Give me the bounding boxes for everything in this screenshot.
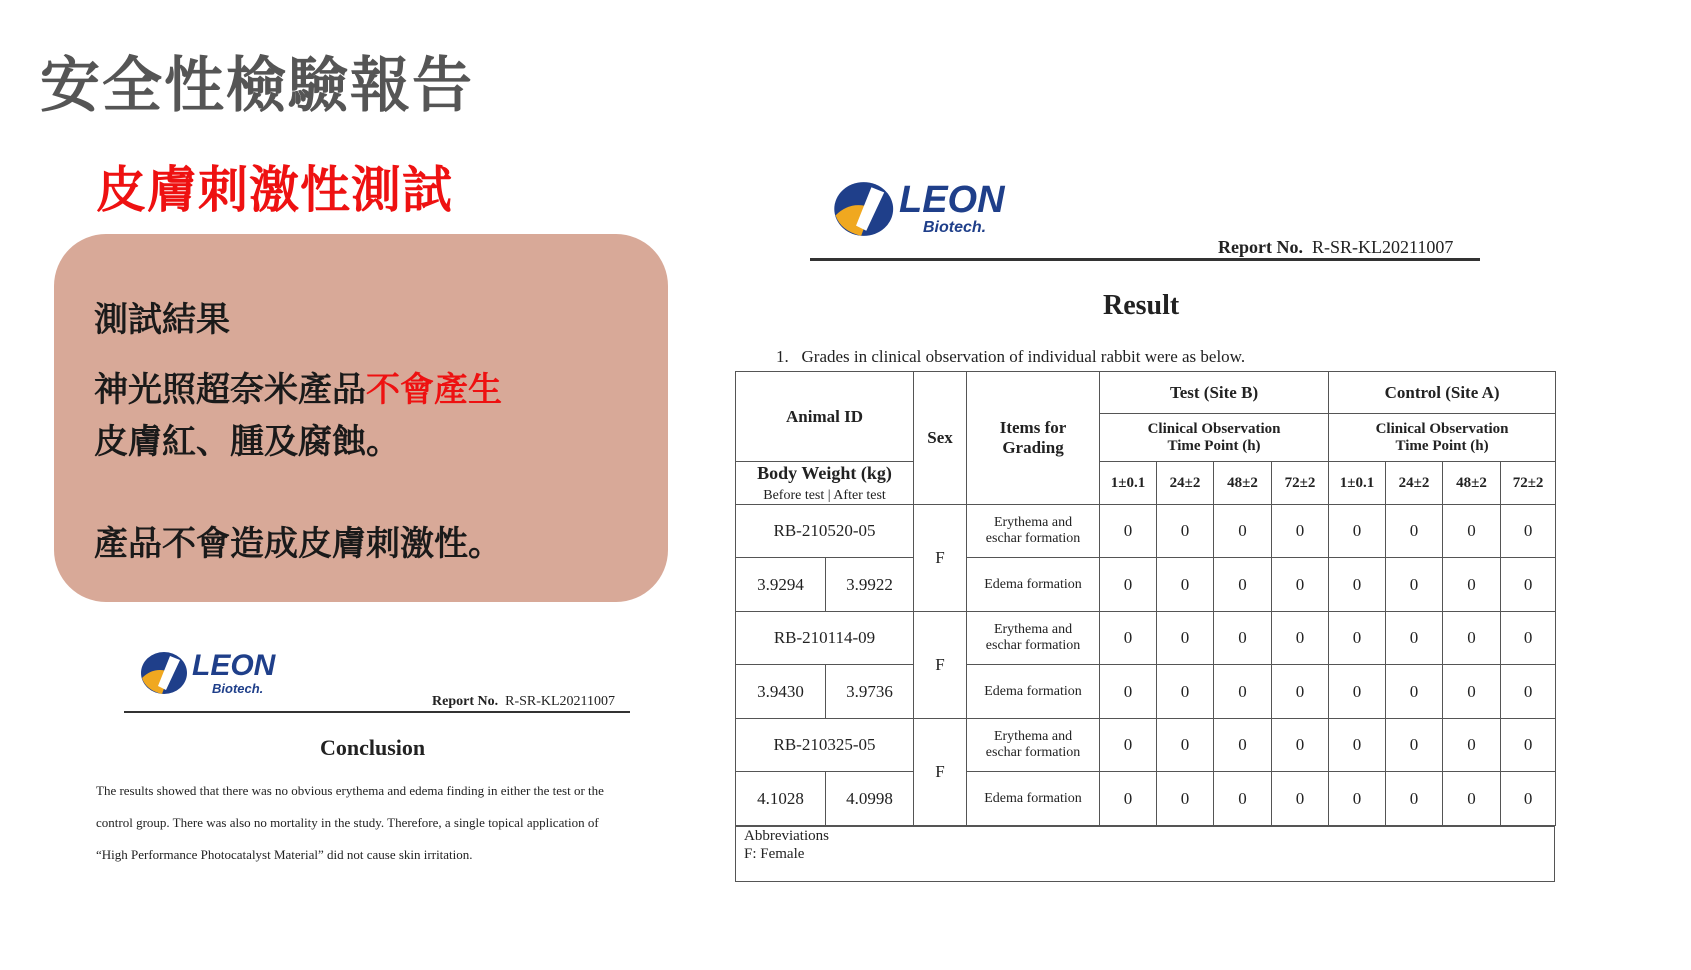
item-erythema-line-2: eschar formation xyxy=(985,745,1081,760)
score-cell: 0 xyxy=(1100,612,1157,665)
score-cell: 0 xyxy=(1272,772,1329,826)
weight-before: 3.9430 xyxy=(736,665,826,719)
slide-title: 安全性檢驗報告 xyxy=(40,51,474,121)
score-cell: 0 xyxy=(1272,665,1329,719)
score-cell: 0 xyxy=(1100,505,1157,558)
weight-before: 4.1028 xyxy=(736,772,826,826)
score-cell: 0 xyxy=(1386,772,1443,826)
score-cell: 0 xyxy=(1329,558,1386,612)
score-cell: 0 xyxy=(1329,612,1386,665)
item-edema: Edema formation xyxy=(967,665,1100,719)
score-cell: 0 xyxy=(1501,558,1556,612)
table-row xyxy=(736,772,1556,826)
score-cell: 0 xyxy=(1501,665,1556,719)
score-cell: 0 xyxy=(1329,505,1386,558)
item-erythema xyxy=(967,612,1100,665)
score-cell: 0 xyxy=(1272,558,1329,612)
score-cell: 0 xyxy=(1272,612,1329,665)
score-cell: 0 xyxy=(1386,505,1443,558)
weight-after: 3.9736 xyxy=(826,665,914,719)
item-erythema-line-1: Erythema and xyxy=(993,622,1073,637)
abbreviations-box xyxy=(735,826,1555,882)
score-cell: 0 xyxy=(1157,612,1214,665)
table-row xyxy=(736,665,1556,719)
conclusion-logo-text: LEON xyxy=(192,648,276,682)
result-logo xyxy=(833,179,1005,239)
test-observation-line-1: Clinical Observation xyxy=(1147,420,1281,437)
abbreviation-female: F: Female xyxy=(744,846,805,862)
table-row xyxy=(736,505,1556,558)
score-cell: 0 xyxy=(1157,505,1214,558)
slide-subtitle: 皮膚刺激性測試 xyxy=(96,161,453,219)
score-cell: 0 xyxy=(1386,719,1443,772)
abbreviations-title: Abbreviations xyxy=(744,828,829,844)
body-weight-sub: Before test | After test xyxy=(763,487,886,503)
item-erythema xyxy=(967,719,1100,772)
animal-sex: F xyxy=(914,505,967,612)
header-control-observation xyxy=(1329,414,1556,462)
score-cell: 0 xyxy=(1329,719,1386,772)
animal-id: RB-210325-05 xyxy=(736,719,914,772)
score-cell: 0 xyxy=(1100,772,1157,826)
score-cell: 0 xyxy=(1214,665,1272,719)
item-edema: Edema formation xyxy=(967,772,1100,826)
score-cell: 0 xyxy=(1214,505,1272,558)
result-report-label: Report No. xyxy=(1218,237,1303,257)
score-cell: 0 xyxy=(1157,665,1214,719)
result-logo-sub: Biotech. xyxy=(923,219,987,236)
score-cell: 0 xyxy=(1443,505,1501,558)
score-cell: 0 xyxy=(1214,772,1272,826)
header-items xyxy=(967,372,1100,505)
conclusion-heading: Conclusion xyxy=(320,735,426,760)
conclusion-header-rule xyxy=(124,711,630,713)
header-body-weight xyxy=(736,462,914,505)
result-report-value: R-SR-KL20211007 xyxy=(1311,237,1454,257)
header-test-observation xyxy=(1100,414,1329,462)
score-cell: 0 xyxy=(1501,719,1556,772)
item-erythema-line-1: Erythema and xyxy=(993,729,1073,744)
test-time-2: 24±2 xyxy=(1157,462,1214,505)
conclusion-text-line-2: control group. There was also no mortality in the study. Therefore, a single topical application of xyxy=(96,815,599,830)
header-test-group: Test (Site B) xyxy=(1100,372,1329,414)
header-items-line-2: Grading xyxy=(1002,438,1064,457)
score-cell: 0 xyxy=(1386,612,1443,665)
summary-line-2: 皮膚紅、腫及腐蝕。 xyxy=(94,422,400,462)
score-cell: 0 xyxy=(1272,719,1329,772)
score-cell: 0 xyxy=(1100,719,1157,772)
conclusion-text-line-1: The results showed that there was no obvious erythema and edema finding in either the test or the xyxy=(96,783,604,798)
score-cell: 0 xyxy=(1329,665,1386,719)
score-cell: 0 xyxy=(1214,558,1272,612)
leon-logo-icon xyxy=(833,179,897,239)
test-observation-line-2: Time Point (h) xyxy=(1167,437,1261,454)
score-cell: 0 xyxy=(1443,558,1501,612)
conclusion-text-line-3: “High Performance Photocatalyst Material” did not cause skin irritation. xyxy=(96,847,473,862)
animal-id: RB-210114-09 xyxy=(736,612,914,665)
score-cell: 0 xyxy=(1272,505,1329,558)
control-time-2: 24±2 xyxy=(1386,462,1443,505)
summary-line-1-highlight: 不會產生 xyxy=(366,370,502,410)
summary-line-3: 產品不會造成皮膚刺激性。 xyxy=(94,524,502,564)
score-cell: 0 xyxy=(1100,558,1157,612)
conclusion-logo-sub: Biotech. xyxy=(212,680,264,696)
score-cell: 0 xyxy=(1157,719,1214,772)
header-items-line-1: Items for xyxy=(999,418,1067,437)
weight-before: 3.9294 xyxy=(736,558,826,612)
score-cell: 0 xyxy=(1501,612,1556,665)
control-time-1: 1±0.1 xyxy=(1329,462,1386,505)
score-cell: 0 xyxy=(1443,772,1501,826)
score-cell: 0 xyxy=(1501,505,1556,558)
control-time-3: 48±2 xyxy=(1443,462,1501,505)
header-animal-id: Animal ID xyxy=(736,372,914,462)
score-cell: 0 xyxy=(1443,719,1501,772)
result-logo-text: LEON xyxy=(899,179,1005,221)
result-report-number xyxy=(1218,237,1453,258)
conclusion-logo xyxy=(140,650,275,696)
table-row xyxy=(736,719,1556,772)
result-heading: Result xyxy=(1103,290,1180,321)
score-cell: 0 xyxy=(1157,772,1214,826)
item-erythema-line-2: eschar formation xyxy=(985,638,1081,653)
animal-id: RB-210520-05 xyxy=(736,505,914,558)
header-sex: Sex xyxy=(914,372,967,505)
weight-after: 4.0998 xyxy=(826,772,914,826)
summary-heading: 測試結果 xyxy=(94,300,230,340)
score-cell: 0 xyxy=(1443,612,1501,665)
leon-logo-icon xyxy=(140,650,190,696)
result-table xyxy=(735,371,1556,826)
score-cell: 0 xyxy=(1329,772,1386,826)
conclusion-report-number xyxy=(432,694,615,710)
weight-after: 3.9922 xyxy=(826,558,914,612)
control-time-4: 72±2 xyxy=(1501,462,1556,505)
summary-line-1 xyxy=(94,362,502,411)
test-time-1: 1±0.1 xyxy=(1100,462,1157,505)
result-header-rule xyxy=(810,258,1480,261)
animal-sex: F xyxy=(914,719,967,826)
score-cell: 0 xyxy=(1100,665,1157,719)
animal-rows xyxy=(736,505,1556,826)
result-summary-box xyxy=(54,234,668,602)
item-erythema xyxy=(967,505,1100,558)
score-cell: 0 xyxy=(1443,665,1501,719)
score-cell: 0 xyxy=(1214,719,1272,772)
body-weight-label: Body Weight (kg) xyxy=(757,462,892,483)
table-row xyxy=(736,612,1556,665)
summary-line-1-text: 神光照超奈米產品 xyxy=(94,370,366,410)
item-erythema-line-1: Erythema and xyxy=(993,515,1073,530)
table-row xyxy=(736,558,1556,612)
item-edema: Edema formation xyxy=(967,558,1100,612)
header-control-group: Control (Site A) xyxy=(1329,372,1556,414)
control-observation-line-2: Time Point (h) xyxy=(1395,437,1489,454)
result-intro: 1. Grades in clinical observation of individual rabbit were as below. xyxy=(776,347,1246,366)
score-cell: 0 xyxy=(1386,665,1443,719)
score-cell: 0 xyxy=(1157,558,1214,612)
conclusion-report-value: R-SR-KL20211007 xyxy=(505,694,616,709)
score-cell: 0 xyxy=(1214,612,1272,665)
animal-sex: F xyxy=(914,612,967,719)
score-cell: 0 xyxy=(1386,558,1443,612)
conclusion-report-label: Report No. xyxy=(432,694,499,709)
test-time-3: 48±2 xyxy=(1214,462,1272,505)
control-observation-line-1: Clinical Observation xyxy=(1375,420,1509,437)
test-time-4: 72±2 xyxy=(1272,462,1329,505)
score-cell: 0 xyxy=(1501,772,1556,826)
item-erythema-line-2: eschar formation xyxy=(985,531,1081,546)
